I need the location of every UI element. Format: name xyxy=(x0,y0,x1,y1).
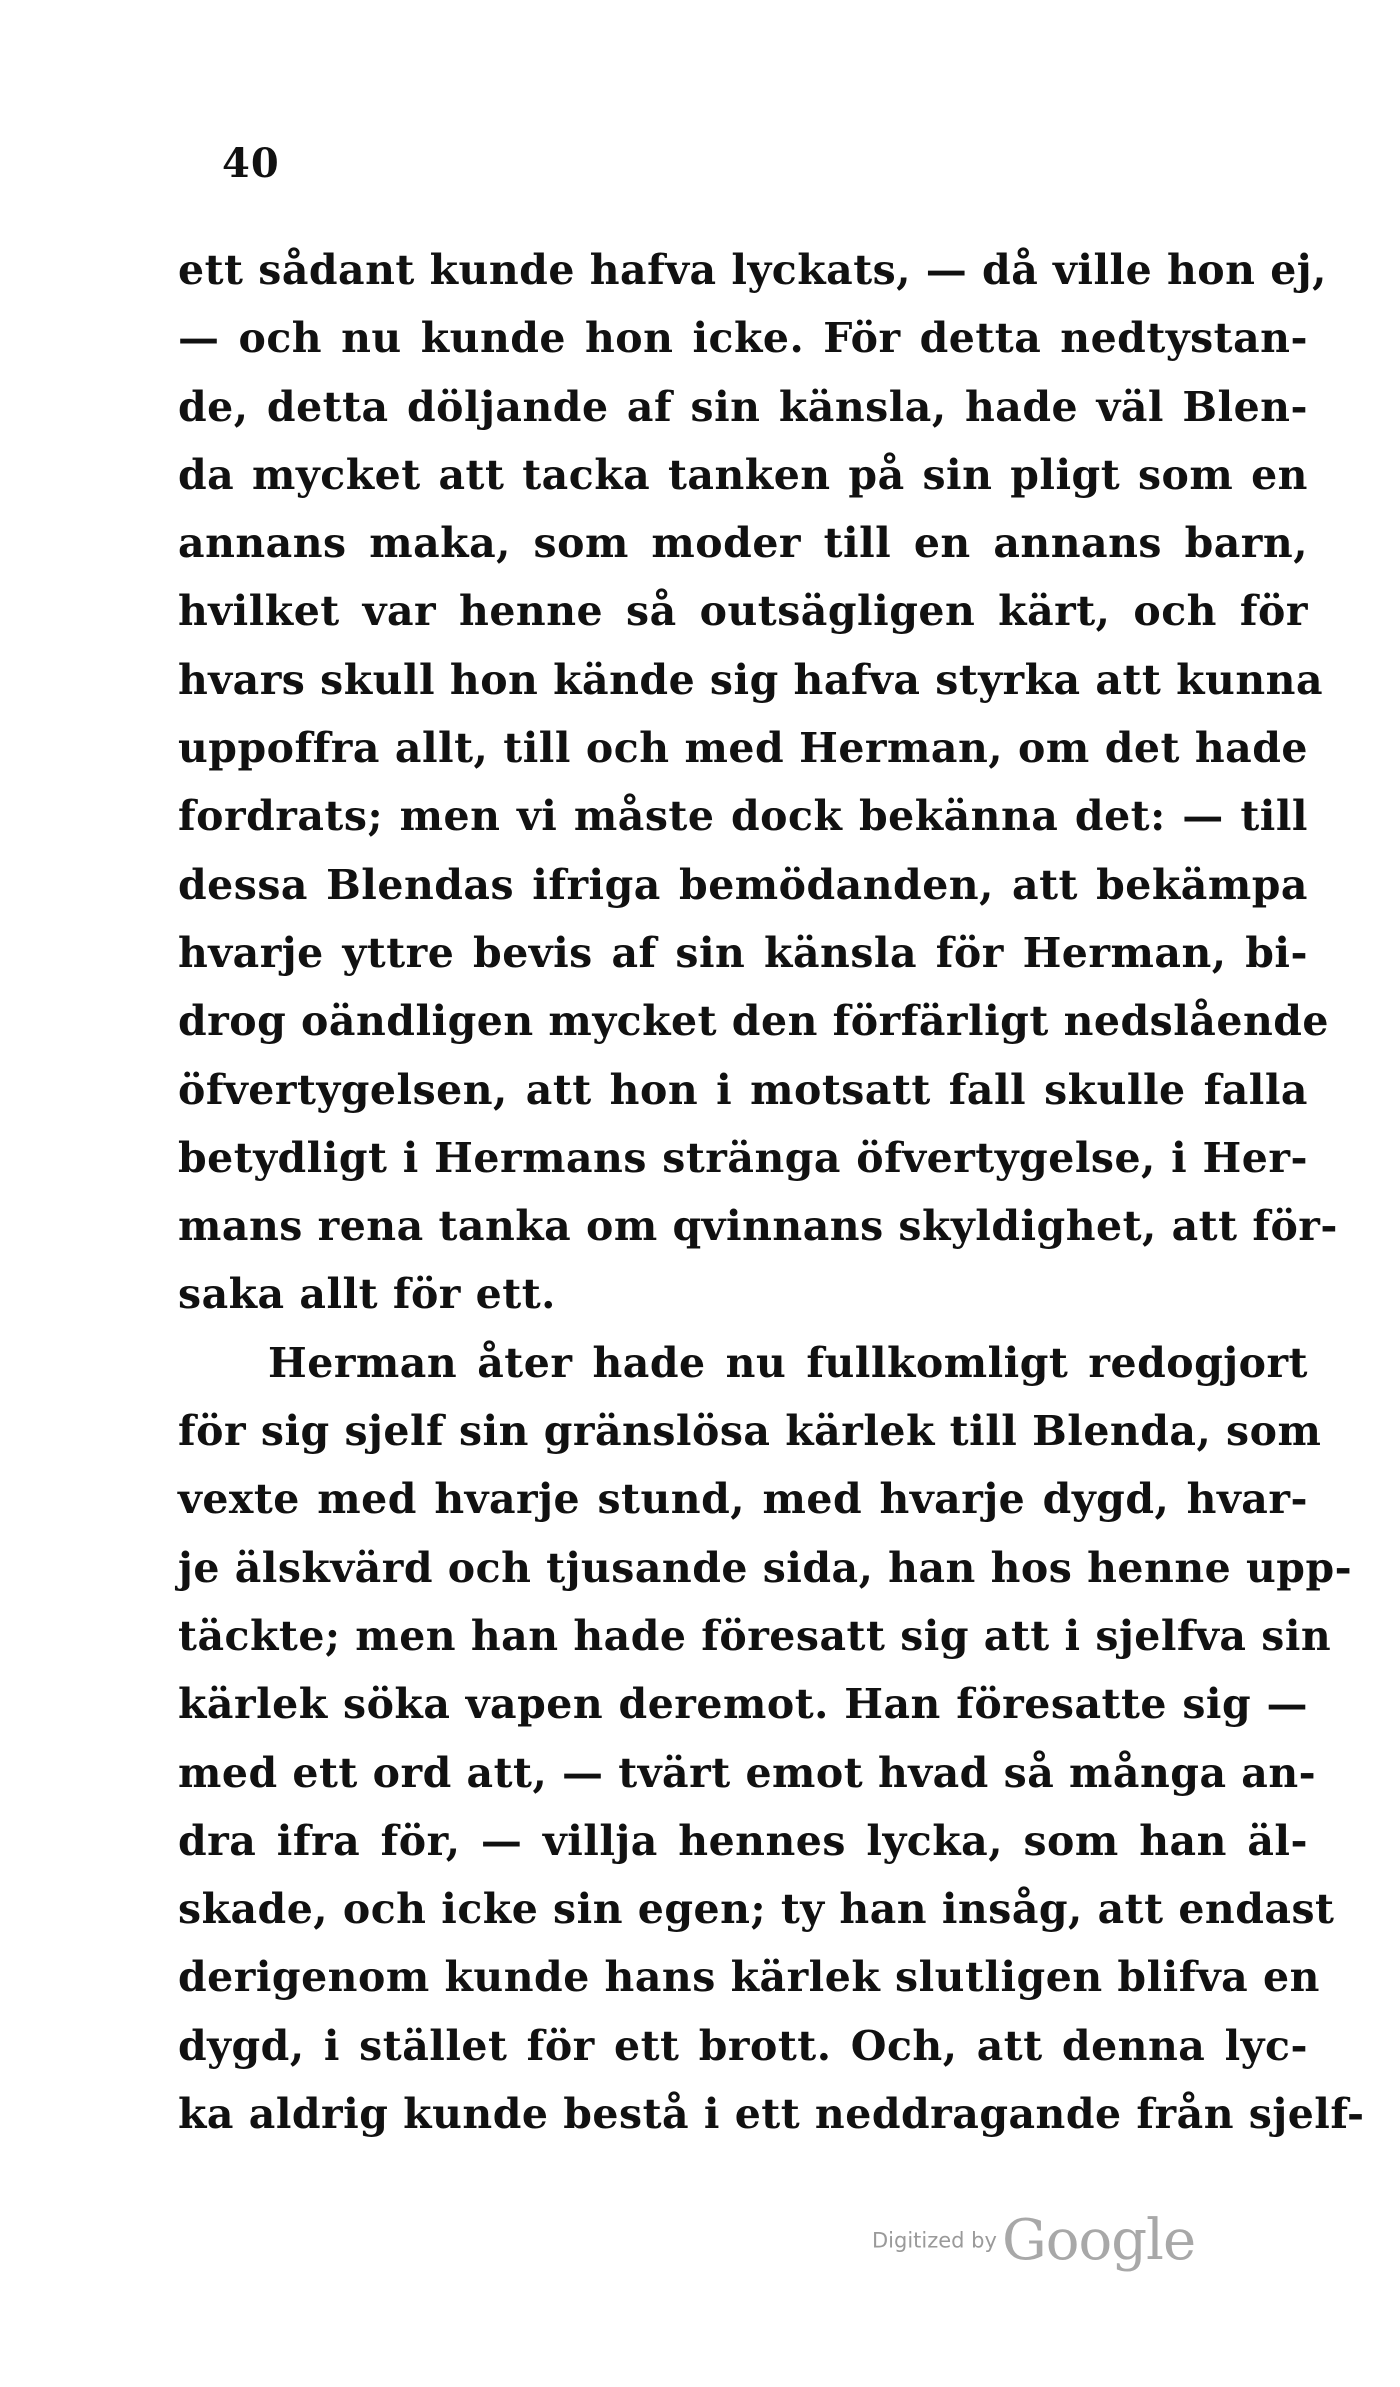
text-line: annans maka, som moder till en annans barn, xyxy=(178,519,1308,568)
text-line: saka allt för ett. xyxy=(178,1270,556,1319)
text-line: da mycket att tacka tanken på sin pligt som en xyxy=(178,450,1308,499)
text-line: Herman åter hade nu fullkomligt redogjort xyxy=(268,1338,1308,1387)
text-line: täckte; men han hade föresatt sig att i sjelfva sin xyxy=(178,1611,1332,1660)
digitized-by-google-watermark xyxy=(872,2208,1195,2273)
text-line: mans rena tanka om qvinnans skyldighet, att för- xyxy=(178,1202,1338,1251)
google-logo: Google xyxy=(1002,2208,1196,2273)
text-line: dra ifra för, — villja hennes lycka, som han äl- xyxy=(178,1816,1308,1865)
text-line: derigenom kunde hans kärlek slutligen blifva en xyxy=(178,1953,1320,2002)
text-line: uppoffra allt, till och med Herman, om det hade xyxy=(178,724,1308,773)
page-number: 40 xyxy=(222,140,280,187)
text-line: dygd, i stället för ett brott. Och, att denna lyc- xyxy=(178,2021,1308,2070)
digitized-label: Digitized by xyxy=(872,2228,997,2253)
text-line: fordrats; men vi måste dock bekänna det: — till xyxy=(178,792,1308,841)
body-text xyxy=(178,236,1365,2148)
text-line: hvars skull hon kände sig hafva styrka att kunna xyxy=(178,655,1324,704)
text-line: öfvertygelsen, att hon i motsatt fall skulle falla xyxy=(178,1065,1308,1114)
text-line: med ett ord att, — tvärt emot hvad så många an- xyxy=(178,1748,1317,1797)
text-line: de, detta döljande af sin känsla, hade väl Blen- xyxy=(178,382,1308,431)
text-line: vexte med hvarje stund, med hvarje dygd, hvar- xyxy=(178,1475,1308,1524)
text-line: drog oändligen mycket den förfärligt nedslående xyxy=(178,997,1329,1046)
text-line: hvarje yttre bevis af sin känsla för Herman, bi- xyxy=(178,928,1308,977)
text-line: — och nu kunde hon icke. För detta nedtystan- xyxy=(178,314,1308,363)
text-line: hvilket var henne så outsägligen kärt, och för xyxy=(178,587,1308,636)
text-line: ett sådant kunde hafva lyckats, — då ville hon ej, xyxy=(178,246,1327,294)
text-line: för sig sjelf sin gränslösa kärlek till Blenda, som xyxy=(178,1407,1322,1456)
text-line: skade, och icke sin egen; ty han insåg, att endast xyxy=(178,1885,1335,1934)
text-line: je älskvärd och tjusande sida, han hos henne upp- xyxy=(178,1543,1353,1592)
text-line: betydligt i Hermans stränga öfvertygelse, i Her- xyxy=(178,1133,1308,1182)
text-line: dessa Blendas ifriga bemödanden, att bekämpa xyxy=(178,860,1308,909)
text-line: kärlek söka vapen deremot. Han föresatte sig — xyxy=(178,1680,1308,1729)
text-line: ka aldrig kunde bestå i ett neddragande från sjelf- xyxy=(178,2090,1365,2139)
